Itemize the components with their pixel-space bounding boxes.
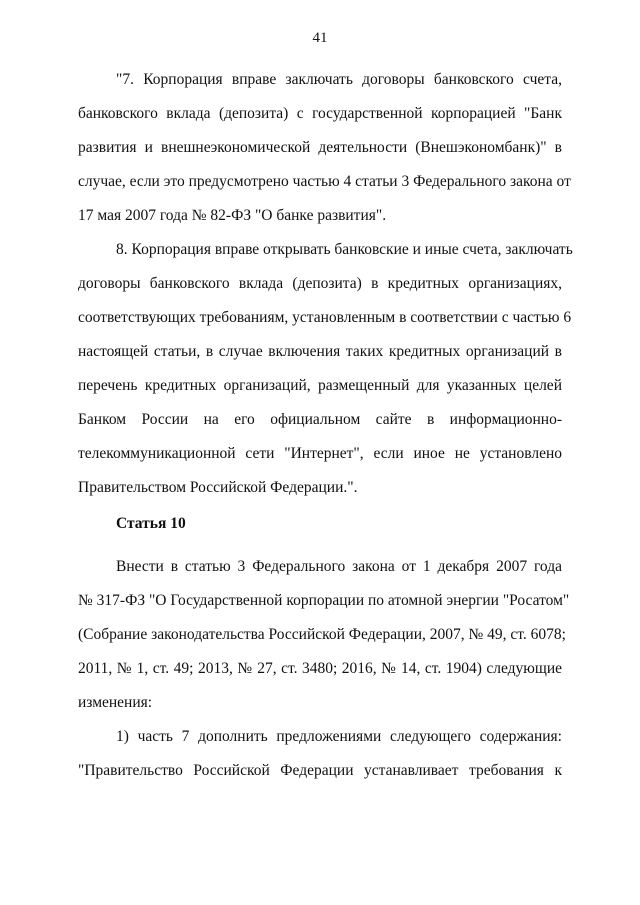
paragraph-7-line: развития и внешнеэкономической деятельности (Внешэкономбанк)" в <box>78 139 562 156</box>
paragraph-7 <box>78 63 571 233</box>
paragraph-8-line: договоры банковского вклада (депозита) в кредитных организациях, <box>78 275 562 292</box>
paragraph-7-line: 17 мая 2007 года № 82-ФЗ "О банке развития". <box>78 207 387 224</box>
article-10-item-1-line: 1) часть 7 дополнить предложениями следующего содержания: <box>116 728 562 745</box>
article-10-item-1 <box>78 720 562 788</box>
paragraph-7-line: банковского вклада (депозита) с государственной корпорацией "Банк <box>78 105 562 122</box>
article-10-intro-line: (Собрание законодательства Российской Федерации, 2007, № 49, ст. 6078; <box>78 626 566 643</box>
article-10-heading: Статья 10 <box>116 515 186 532</box>
article-10-intro-line: № 317-ФЗ "О Государственной корпорации по атомной энергии "Росатом" <box>78 592 570 609</box>
paragraph-7-line: случае, если это предусмотрено частью 4 статьи 3 Федерального закона от <box>78 173 571 190</box>
paragraph-8-line: соответствующих требованиям, установленным в соответствии с частью 6 <box>78 309 572 326</box>
paragraph-8-line: перечень кредитных организаций, размещенный для указанных целей <box>78 377 562 394</box>
article-10-intro-line: Внести в статью 3 Федерального закона от 1 декабря 2007 года <box>116 558 562 575</box>
paragraph-8 <box>78 233 573 505</box>
article-10-item-1-line: "Правительство Российской Федерации устанавливает требования к <box>78 762 562 779</box>
page-number: 41 <box>312 30 328 46</box>
paragraph-8-line: Правительством Российской Федерации.". <box>78 479 358 496</box>
article-10-intro-line: 2011, № 1, ст. 49; 2013, № 27, ст. 3480; 2016, № 14, ст. 1904) следующие <box>78 660 562 677</box>
paragraph-8-line: настоящей статьи, в случае включения таких кредитных организаций в <box>78 343 562 360</box>
paragraph-7-line: "7. Корпорация вправе заключать договоры банковского счета, <box>116 71 562 88</box>
paragraph-8-line: Банком России на его официальном сайте в информационно- <box>78 411 562 428</box>
article-10-intro-line: изменения: <box>78 694 153 711</box>
paragraph-8-line: 8. Корпорация вправе открывать банковские и иные счета, заключать <box>116 241 573 258</box>
article-10-intro <box>78 550 570 720</box>
paragraph-8-line: телекоммуникационной сети "Интернет", если иное не установлено <box>78 445 562 462</box>
